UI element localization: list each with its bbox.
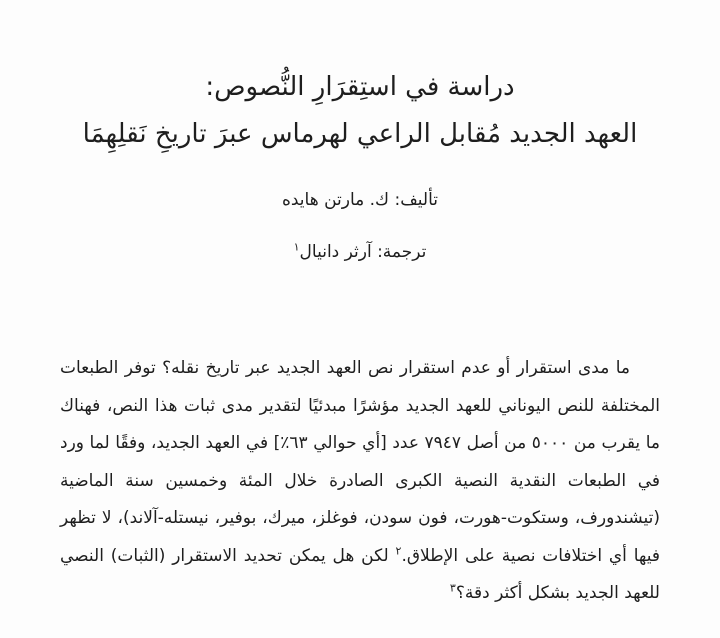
footnote-ref-3: ٣ [449, 581, 456, 595]
translator-byline-text: ترجمة: آرثر دانيال [299, 242, 427, 262]
author-byline: تأليف: ك. مارتن هايده [281, 190, 439, 210]
footnote-ref-2: ٢ [395, 543, 402, 557]
paragraph-text-after-footnote-2: لكن هل يمكن تحديد الاستقرار (الثبات) النصي للعهد الجديد بشكل أكثر دقة؟ [60, 545, 660, 603]
body-paragraph [60, 350, 660, 613]
title-block [0, 0, 720, 158]
document-title-line-2: العهد الجديد مُقابل الراعي لهرماس عبرَ تاريخِ نَقلِهِمَا [82, 119, 638, 149]
paragraph-text-before-footnote-2: ما مدى استقرار أو عدم استقرار نص العهد الجديد عبر تاريخ نقله؟ توفر الطبعات المختلفة للنص اليوناني للعهد الجديد مؤشرًا مبدئيًا لتقدير مدى ثبات هذا النص، فهناك ما يقرب من ٥٠٠٠ من أصل ٧٩٤٧ عدد [أي حوالي ٦٣٪] في العهد الجديد، وفقًا لما ورد في الطبعات النقدية النصية الكبرى الصادرة خلال المئة وخمسين سنة الماضية (تيشندورف، وستكوت-هورت، فون سودن، فوغلز، ميرك، بوفير، نيستله-آلاند)، لا تظهر فيها أي اختلافات نصية على الإطلاق. [60, 358, 660, 566]
document-title-line-1: دراسة في استِقرَارِ النُّصوص: [205, 72, 515, 102]
translator-byline [0, 240, 720, 264]
footnote-ref-1: ١ [293, 240, 300, 254]
